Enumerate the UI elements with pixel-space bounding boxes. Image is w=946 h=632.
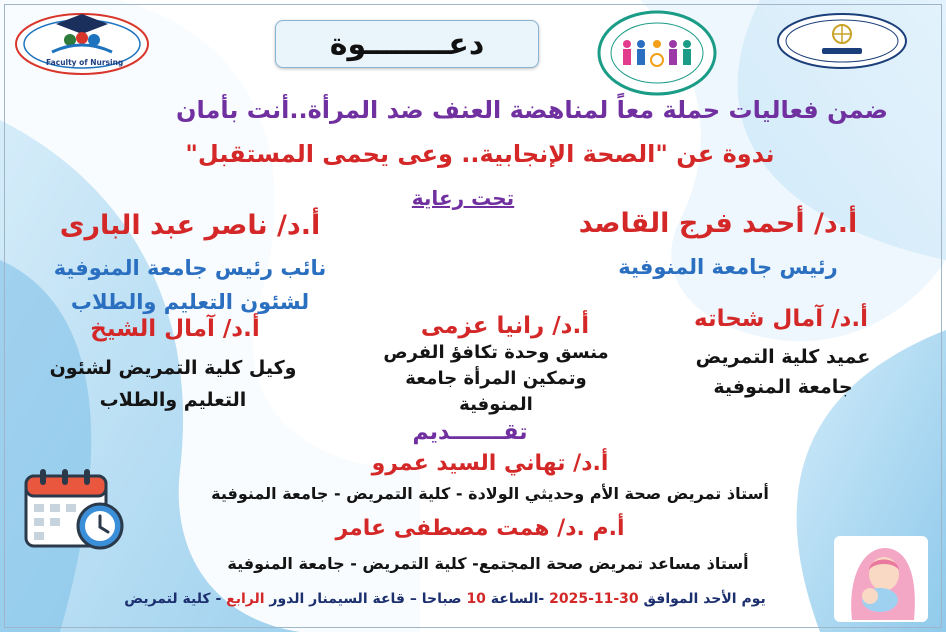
official-dean-title-line1: عميد كلية التمريض — [695, 346, 871, 368]
patron-2-title-line1: نائب رئيس جامعة المنوفية — [53, 256, 327, 280]
footer-time-label: -الساعة — [485, 591, 550, 607]
patronage-label: تحت رعاية — [411, 186, 515, 210]
footer-faculty: - كلية لتمريض — [124, 591, 227, 607]
seminar-headline: ندوة عن "الصحة الإنجابية.. وعى يحمى المستقبل" — [185, 140, 775, 168]
official-coordinator-name: أ.د/ رانيا عزمى — [420, 313, 590, 339]
page-title: دعــــــــوة — [329, 26, 485, 62]
patron-2-title-line2: لشئون التعليم والطلاب — [70, 290, 310, 314]
patron-2-name: أ.د/ ناصر عبد البارى — [59, 210, 321, 241]
presenter-2-title: أستاذ مساعد تمريض صحة المجتمع- كلية التمريض - جامعة المنوفية — [227, 554, 749, 573]
presenter-2-name: أ.م .د/ همت مصطفى عامر — [335, 516, 625, 541]
menoufia-university-logo — [776, 12, 908, 70]
official-vice-dean-name: أ.د/ آمال الشيخ — [90, 316, 260, 342]
title-box — [275, 20, 539, 68]
official-coordinator-title-line2: وتمكين المرأة جامعة — [405, 368, 587, 389]
official-dean-name: أ.د/ آمال شحاته — [694, 306, 868, 332]
official-vice-dean-title-line1: وكيل كلية التمريض لشئون — [49, 357, 297, 379]
footer-date: 30-11-2025 — [549, 591, 639, 607]
presenter-1-title: أستاذ تمريض صحة الأم وحديثي الولادة - كلية التمريض - جامعة المنوفية — [211, 484, 769, 503]
official-vice-dean-title-line2: التعليم والطلاب — [99, 389, 247, 411]
official-coordinator-title-line3: المنوفية — [459, 394, 533, 415]
nursing-faculty-logo — [12, 8, 152, 78]
footer-day: يوم الأحد الموافق — [638, 591, 766, 607]
official-coordinator-title-line1: منسق وحدة تكافؤ الفرص — [383, 342, 609, 363]
patron-1-title: رئيس جامعة المنوفية — [618, 255, 838, 279]
campaign-headline: ضمن فعاليات حملة معاً لمناهضة العنف ضد المرأة..أنت بأمان — [176, 96, 888, 124]
official-dean-title-line2: جامعة المنوفية — [713, 376, 853, 398]
presenting-label: تقـــــــديم — [412, 420, 528, 445]
footer-details — [60, 591, 830, 607]
nursing-logo-text: Faculty of Nursing — [46, 58, 124, 67]
footer-hour: 10 — [466, 591, 486, 607]
equal-opportunity-unit-logo — [597, 10, 717, 96]
mother-and-baby-icon — [834, 536, 928, 622]
patron-1-name: أ.د/ أحمد فرج القاصد — [578, 208, 858, 239]
footer-venue: صباحا – قاعة السيمنار الدور — [264, 591, 467, 607]
calendar-clock-icon — [22, 466, 128, 552]
footer-floor: الرابع — [226, 591, 265, 607]
presenter-1-name: أ.د/ تهاني السيد عمرو — [371, 451, 609, 476]
